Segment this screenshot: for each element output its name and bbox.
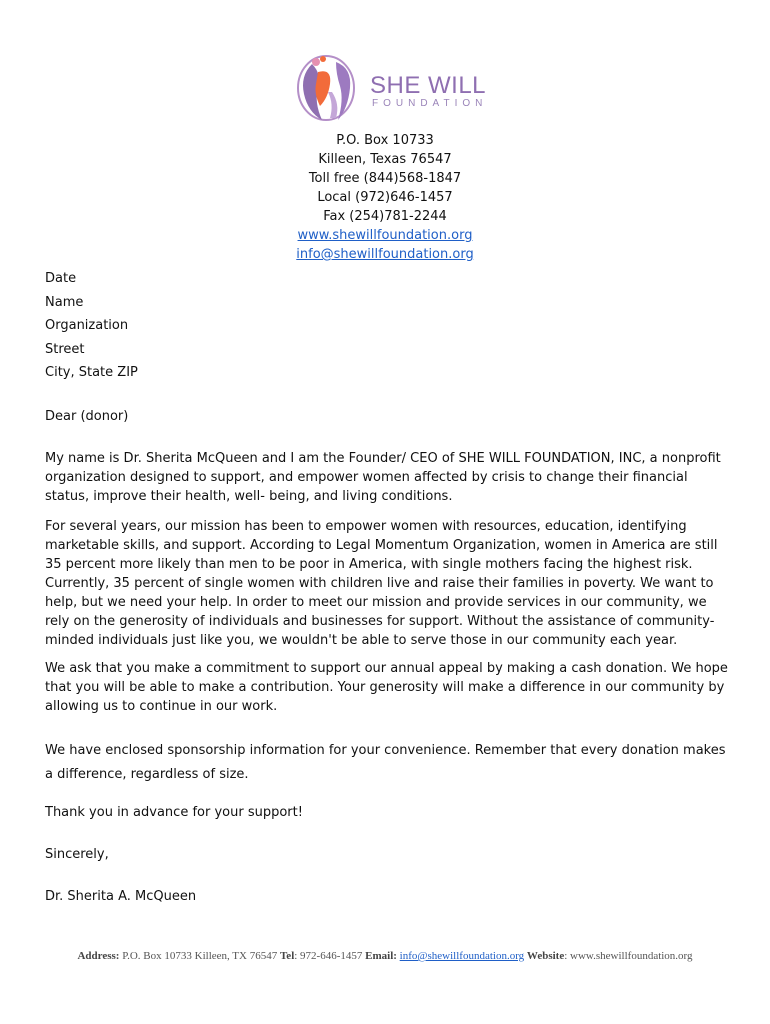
- logo-title: SHE WILL: [370, 72, 487, 99]
- women-silhouette-icon: [292, 54, 364, 126]
- street-field: Street: [45, 341, 85, 357]
- greeting: Dear (donor): [45, 409, 129, 424]
- organization-field: Organization: [45, 318, 129, 333]
- footer-website: : www.shewillfoundation.org: [564, 950, 693, 962]
- local-phone: Local (972)646-1457: [317, 190, 453, 205]
- thanks-line: Thank you in advance for your support!: [45, 805, 303, 820]
- city-line: Killeen, Texas 76547: [318, 152, 452, 167]
- she-will-logo: [292, 54, 488, 126]
- name-field: Name: [45, 294, 84, 310]
- footer-email-link[interactable]: info@shewillfoundation.org: [399, 950, 525, 962]
- footer-tel: : 972-646-1457: [294, 950, 363, 962]
- website-link[interactable]: www.shewillfoundation.org: [297, 228, 473, 243]
- fax-number: Fax (254)781-2244: [323, 209, 447, 224]
- paragraph-intro: My name is Dr. Sherita McQueen and I am the Founder/ CEO of SHE WILL FOUNDATION, INC, a nonprofit organization designed to support, and empower women affected by crisis to change their financial status, improve their health, well- being, and living conditions.: [45, 451, 721, 504]
- email-link[interactable]: info@shewillfoundation.org: [296, 247, 474, 262]
- signature: Dr. Sherita A. McQueen: [45, 889, 197, 904]
- contact-block: [0, 131, 770, 264]
- recipient-address: [45, 267, 138, 385]
- paragraph-sponsorship: We have enclosed sponsorship information for your convenience. Remember that every donation makes a difference, regardless of size.: [45, 743, 726, 782]
- footer-address: P.O. Box 10733 Killeen, TX 76547: [122, 950, 278, 962]
- toll-free-phone: Toll free (844)568-1847: [308, 171, 462, 186]
- paragraph-appeal: We ask that you make a commitment to support our annual appeal by making a cash donation. We hope that you will be able to make a contribution. Your generosity will make a difference in our community by allowing us to continue in our work.: [45, 661, 728, 714]
- footer: [0, 950, 770, 962]
- logo-subtitle: FOUNDATION: [372, 98, 488, 109]
- po-box: P.O. Box 10733: [336, 133, 434, 148]
- footer-website-label: Website: [526, 950, 565, 962]
- footer-tel-label: Tel: [279, 950, 295, 962]
- city-state-zip-field: City, State ZIP: [45, 365, 138, 380]
- paragraph-mission: For several years, our mission has been to empower women with resources, education, identifying marketable skills, and support. According to Legal Momentum Organization, women in America are still 35 percent more likely than men to be poor in America, with single mothers facing the highest risk. Currently, 35 percent of single women with children live and raise their families in poverty. We want to help, but we need your help. In order to meet our mission and provide services in our community, we rely on the generosity of individuals and businesses for support. Without the assistance of community-minded individuals just like you, we wouldn't be able to serve those in our community each year.: [45, 519, 718, 648]
- closing: Sincerely,: [45, 847, 109, 862]
- footer-email-label: Email:: [365, 950, 397, 962]
- footer-address-label: Address:: [77, 950, 120, 962]
- date-field: Date: [45, 271, 77, 286]
